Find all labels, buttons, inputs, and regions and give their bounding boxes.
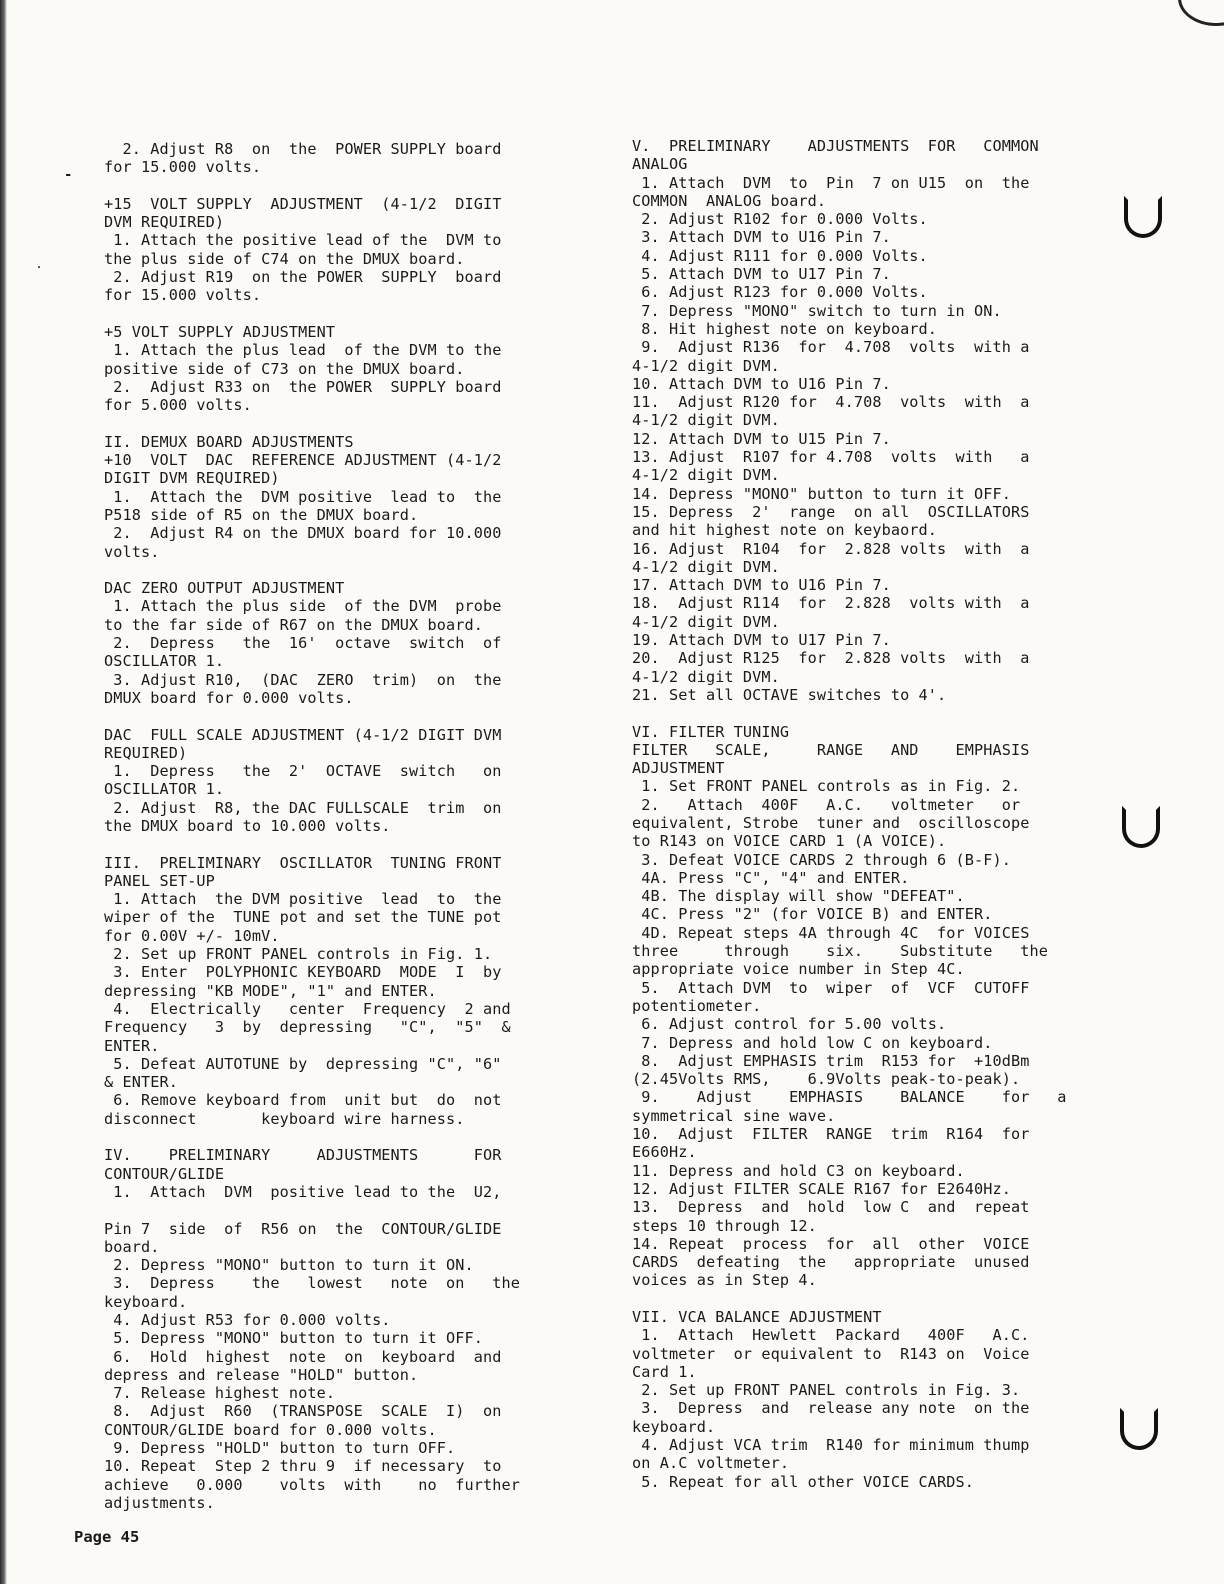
- text-line: 9. Adjust EMPHASIS BALANCE for a: [632, 1088, 1067, 1107]
- text-line: ANALOG: [632, 155, 688, 174]
- binder-hole-bottom: [1120, 1408, 1158, 1450]
- text-line: adjustments.: [104, 1493, 215, 1512]
- text-line: 11. Depress and hold C3 on keyboard.: [632, 1161, 965, 1180]
- text-line: 7. Depress "MONO" switch to turn in ON.: [632, 301, 1002, 320]
- section-heading-line: VII. VCA BALANCE ADJUSTMENT: [632, 1308, 882, 1326]
- text-line: Pin 7 side of R56 on the CONTOUR/GLIDE: [104, 1219, 502, 1238]
- text-line: CONTOUR/GLIDE: [104, 1164, 225, 1183]
- text-line: positive side of C73 on the DMUX board.: [104, 359, 465, 378]
- instruction-section: [104, 140, 594, 177]
- text-line: 2. Adjust R4 on the DMUX board for 10.000: [104, 524, 502, 543]
- section-heading-line: V. PRELIMINARY ADJUSTMENTS FOR COMMON: [632, 137, 1039, 155]
- text-line: CONTOUR/GLIDE board for 0.000 volts.: [104, 1420, 437, 1439]
- section-heading-line: DAC ZERO OUTPUT ADJUSTMENT: [104, 579, 345, 598]
- section-heading-line: +15 VOLT SUPPLY ADJUSTMENT (4-1/2 DIGIT: [104, 194, 502, 213]
- text-line: the plus side of C74 on the DMUX board.: [104, 249, 465, 268]
- binder-hole-top: [1124, 196, 1162, 238]
- text-line: depressing "KB MODE", "1" and ENTER.: [104, 981, 437, 1000]
- text-line: the DMUX board to 10.000 volts.: [104, 816, 391, 835]
- text-line: for 15.000 volts.: [104, 158, 262, 177]
- text-line: 8. Hit highest note on keyboard.: [632, 319, 938, 338]
- text-line: 1. Attach DVM positive lead to the U2,: [104, 1182, 502, 1201]
- text-line: 5. Repeat for all other VOICE CARDS.: [632, 1472, 975, 1491]
- scan-corner-mark: [1178, 0, 1224, 26]
- text-line: 14. Repeat process for all other VOICE: [632, 1234, 1030, 1253]
- text-line: 9. Adjust R136 for 4.708 volts with a: [632, 338, 1030, 357]
- instruction-section: [104, 579, 594, 707]
- text-line: Frequency 3 by depressing "C", "5" &: [104, 1018, 511, 1037]
- text-line: 2. Attach 400F A.C. voltmeter or: [632, 795, 1021, 814]
- text-line: 18. Adjust R114 for 2.828 volts with a: [632, 594, 1030, 613]
- text-line: 2. Depress "MONO" button to turn it ON.: [104, 1256, 474, 1275]
- margin-dot: .: [36, 260, 43, 271]
- section-heading-line: +5 VOLT SUPPLY ADJUSTMENT: [104, 322, 336, 341]
- text-line: [104, 1201, 594, 1219]
- instruction-section: [104, 854, 594, 1128]
- text-line: board.: [104, 1237, 160, 1256]
- text-line: 13. Adjust R107 for 4.708 volts with a: [632, 448, 1030, 467]
- text-line: 2. Adjust R19 on the POWER SUPPLY board: [104, 268, 502, 287]
- text-line: DMUX board for 0.000 volts.: [104, 688, 354, 707]
- text-line: symmetrical sine wave.: [632, 1106, 836, 1125]
- text-line: 3. Depress and release any note on the: [632, 1399, 1030, 1418]
- binder-hole-middle: [1122, 806, 1160, 848]
- text-line: 10. Repeat Step 2 thru 9 if necessary to: [104, 1457, 502, 1476]
- section-heading-line: 2. Adjust R8 on the POWER SUPPLY board: [104, 140, 502, 158]
- text-line: 4-1/2 digit DVM.: [632, 356, 780, 375]
- margin-dash: -: [64, 167, 73, 183]
- instruction-section: [104, 726, 594, 836]
- text-line: 4-1/2 digit DVM.: [632, 411, 780, 430]
- instruction-section: [632, 1308, 1122, 1491]
- text-line: 1. Depress the 2' OCTAVE switch on: [104, 762, 502, 781]
- text-line: 5. Attach DVM to wiper of VCF CUTOFF: [632, 978, 1030, 997]
- text-line: 4B. The display will show "DEFEAT".: [632, 887, 965, 906]
- text-line: P518 side of R5 on the DMUX board.: [104, 505, 419, 524]
- instruction-section: [632, 137, 1122, 704]
- instruction-section: [104, 433, 594, 561]
- text-line: (2.45Volts RMS, 6.9Volts peak-to-peak).: [632, 1070, 1021, 1089]
- text-line: ADJUSTMENT: [632, 759, 725, 778]
- text-line: 12. Attach DVM to U15 Pin 7.: [632, 429, 891, 448]
- text-line: 1. Set FRONT PANEL controls as in Fig. 2.: [632, 777, 1021, 796]
- text-line: equivalent, Strobe tuner and oscilloscope: [632, 813, 1030, 832]
- text-line: 4D. Repeat steps 4A through 4C for VOICES: [632, 923, 1030, 942]
- text-line: 3. Defeat VOICE CARDS 2 through 6 (B-F).: [632, 850, 1011, 869]
- text-line: 3. Enter POLYPHONIC KEYBOARD MODE I by: [104, 963, 502, 982]
- right-text-column: [632, 137, 1122, 1509]
- text-line: PANEL SET-UP: [104, 871, 215, 890]
- scan-left-edge: [0, 0, 7, 1584]
- text-line: ENTER.: [104, 1036, 160, 1055]
- text-line: 6. Hold highest note on keyboard and: [104, 1347, 502, 1366]
- text-line: 3. Depress the lowest note on the: [104, 1274, 520, 1293]
- text-line: 4A. Press "C", "4" and ENTER.: [632, 868, 910, 887]
- text-line: disconnect keyboard wire harness.: [104, 1109, 465, 1128]
- text-line: 4. Adjust VCA trim R140 for minimum thump: [632, 1436, 1030, 1455]
- text-line: steps 10 through 12.: [632, 1216, 817, 1235]
- section-heading-line: IV. PRELIMINARY ADJUSTMENTS FOR: [104, 1146, 502, 1165]
- text-line: 14. Depress "MONO" button to turn it OFF.: [632, 484, 1011, 503]
- text-line: 1. Attach the plus side of the DVM probe: [104, 597, 502, 616]
- text-line: 20. Adjust R125 for 2.828 volts with a: [632, 649, 1030, 668]
- text-line: 4-1/2 digit DVM.: [632, 466, 780, 485]
- text-line: 2. Set up FRONT PANEL controls in Fig. 1.: [104, 945, 493, 964]
- text-line: 1. Attach the DVM positive lead to the: [104, 487, 502, 506]
- text-line: 7. Depress and hold low C on keyboard.: [632, 1033, 993, 1052]
- text-line: FILTER SCALE, RANGE AND EMPHASIS: [632, 740, 1030, 759]
- text-line: +10 VOLT DAC REFERENCE ADJUSTMENT (4-1/2: [104, 451, 502, 470]
- text-line: 6. Remove keyboard from unit but do not: [104, 1091, 502, 1110]
- text-line: to R143 on VOICE CARD 1 (A VOICE).: [632, 832, 947, 851]
- instruction-section: [632, 723, 1122, 1290]
- text-line: 4C. Press "2" (for VOICE B) and ENTER.: [632, 905, 993, 924]
- text-line: keyboard.: [104, 1292, 188, 1311]
- text-line: 1. Attach DVM to Pin 7 on U15 on the: [632, 173, 1030, 192]
- text-line: 2. Adjust R102 for 0.000 Volts.: [632, 210, 928, 229]
- text-line: 1. Attach the plus lead of the DVM to the: [104, 341, 502, 360]
- text-line: 4-1/2 digit DVM.: [632, 612, 780, 631]
- instruction-section: [104, 195, 594, 305]
- text-line: Card 1.: [632, 1362, 697, 1381]
- text-line: 4-1/2 digit DVM.: [632, 557, 780, 576]
- text-line: depress and release "HOLD" button.: [104, 1365, 419, 1384]
- text-line: 12. Adjust FILTER SCALE R167 for E2640Hz.: [632, 1179, 1011, 1198]
- section-heading-line: DAC FULL SCALE ADJUSTMENT (4-1/2 DIGIT DVM: [104, 725, 502, 744]
- text-line: 1. Attach the DVM positive lead to the: [104, 890, 502, 909]
- text-line: 5. Depress "MONO" button to turn it OFF.: [104, 1329, 483, 1348]
- text-line: OSCILLATOR 1.: [104, 652, 225, 671]
- text-line: potentiometer.: [632, 996, 762, 1015]
- text-line: 19. Attach DVM to U17 Pin 7.: [632, 631, 891, 650]
- text-line: 16. Adjust R104 for 2.828 volts with a: [632, 539, 1030, 558]
- text-line: 17. Attach DVM to U16 Pin 7.: [632, 576, 891, 595]
- text-line: voltmeter or equivalent to R143 on Voice: [632, 1344, 1030, 1363]
- text-line: 4-1/2 digit DVM.: [632, 667, 780, 686]
- left-text-column: [104, 140, 594, 1531]
- section-heading-line: II. DEMUX BOARD ADJUSTMENTS: [104, 432, 354, 451]
- text-line: 6. Adjust R123 for 0.000 Volts.: [632, 283, 928, 302]
- text-line: 4. Adjust R111 for 0.000 Volts.: [632, 246, 928, 265]
- instruction-section: [104, 1146, 594, 1512]
- text-line: 1. Attach Hewlett Packard 400F A.C.: [632, 1326, 1030, 1345]
- text-line: voices as in Step 4.: [632, 1271, 817, 1290]
- text-line: for 5.000 volts.: [104, 396, 252, 415]
- text-line: 10. Attach DVM to U16 Pin 7.: [632, 374, 891, 393]
- text-line: on A.C voltmeter.: [632, 1454, 790, 1473]
- text-line: 13. Depress and hold low C and repeat: [632, 1198, 1030, 1217]
- text-line: 15. Depress 2' range on all OSCILLATORS: [632, 502, 1030, 521]
- text-line: 6. Adjust control for 5.00 volts.: [632, 1015, 947, 1034]
- section-heading-line: III. PRELIMINARY OSCILLATOR TUNING FRONT: [104, 853, 502, 872]
- text-line: 9. Depress "HOLD" button to turn OFF.: [104, 1439, 456, 1458]
- text-line: three through six. Substitute the: [632, 942, 1048, 961]
- text-line: and hit highest note on keybaord.: [632, 521, 938, 540]
- text-line: 4. Electrically center Frequency 2 and: [104, 999, 511, 1018]
- text-line: for 0.00V +/- 10mV.: [104, 926, 280, 945]
- text-line: 8. Adjust EMPHASIS trim R153 for +10dBm: [632, 1051, 1030, 1070]
- text-line: DIGIT DVM REQUIRED): [104, 469, 280, 488]
- text-line: 3. Attach DVM to U16 Pin 7.: [632, 228, 891, 247]
- text-line: 3. Adjust R10, (DAC ZERO trim) on the: [104, 670, 502, 689]
- text-line: for 15.000 volts.: [104, 286, 262, 305]
- text-line: 21. Set all OCTAVE switches to 4'.: [632, 685, 947, 704]
- text-line: to the far side of R67 on the DMUX board.: [104, 615, 483, 634]
- text-line: 7. Release highest note.: [104, 1384, 336, 1403]
- text-line: 2. Set up FRONT PANEL controls in Fig. 3.: [632, 1381, 1021, 1400]
- text-line: 10. Adjust FILTER RANGE trim R164 for: [632, 1125, 1030, 1144]
- text-line: 4. Adjust R53 for 0.000 volts.: [104, 1311, 391, 1329]
- text-line: CARDS defeating the appropriate unused: [632, 1253, 1030, 1272]
- text-line: volts.: [104, 542, 160, 561]
- page-number: Page 45: [74, 1528, 140, 1546]
- text-line: & ENTER.: [104, 1073, 178, 1092]
- text-line: 8. Adjust R60 (TRANSPOSE SCALE I) on: [104, 1402, 502, 1421]
- text-line: DVM REQUIRED): [104, 213, 225, 232]
- text-line: 11. Adjust R120 for 4.708 volts with a: [632, 393, 1030, 412]
- text-line: 1. Attach the positive lead of the DVM to: [104, 231, 502, 250]
- section-heading-line: VI. FILTER TUNING: [632, 722, 790, 741]
- text-line: E660Hz.: [632, 1143, 697, 1162]
- text-line: 2. Adjust R8, the DAC FULLSCALE trim on: [104, 798, 502, 817]
- instruction-section: [104, 323, 594, 414]
- text-line: 5. Defeat AUTOTUNE by depressing "C", "6": [104, 1054, 502, 1073]
- text-line: 5. Attach DVM to U17 Pin 7.: [632, 265, 891, 284]
- text-line: keyboard.: [632, 1417, 716, 1436]
- text-line: appropriate voice number in Step 4C.: [632, 960, 965, 979]
- text-line: OSCILLATOR 1.: [104, 780, 225, 799]
- text-line: 2. Depress the 16' octave switch of: [104, 634, 502, 653]
- text-line: 2. Adjust R33 on the POWER SUPPLY board: [104, 377, 502, 396]
- text-line: achieve 0.000 volts with no further: [104, 1475, 520, 1494]
- text-line: wiper of the TUNE pot and set the TUNE pot: [104, 908, 502, 927]
- text-line: REQUIRED): [104, 743, 188, 762]
- text-line: COMMON ANALOG board.: [632, 191, 827, 210]
